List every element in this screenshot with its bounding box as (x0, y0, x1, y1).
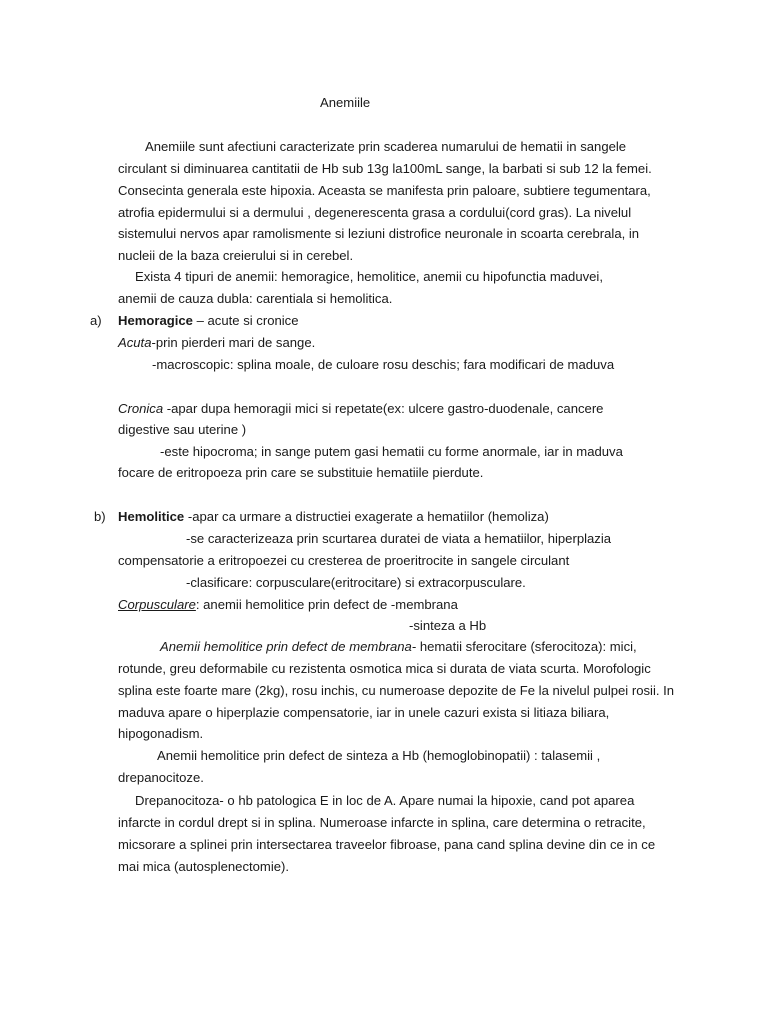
document-title: Anemiile (320, 95, 371, 110)
term-hemolitice: Hemolitice (118, 509, 185, 524)
acuta-text: -prin pierderi mari de sange. (151, 335, 316, 350)
membrana-line (160, 639, 637, 655)
heading-rest: – acute si cronice (192, 313, 299, 328)
paragraph-line: compensatorie a eritropoezei cu cresterea de proeritrocite in sangele circulant (118, 553, 570, 568)
paragraph-line: rotunde, greu deformabile cu rezistenta osmotica mica si durata de viata scurta. Morofologic (118, 661, 651, 676)
term-membrana: Anemii hemolitice prin defect de membrana- (160, 639, 417, 654)
paragraph-line: -este hipocroma; in sange putem gasi hematii cu forme anormale, iar in maduva (160, 444, 623, 459)
paragraph-line: mai mica (autosplenectomie). (118, 859, 290, 874)
paragraph-line: maduva apare o hiperplazie compensatorie, iar in unele cazuri exista si litiaza biliara, (118, 705, 610, 720)
term-acuta: Acuta (118, 335, 152, 350)
heading-rest: -apar ca urmare a distructiei exagerate a hematiilor (hemoliza) (184, 509, 549, 524)
corpusculare-line (118, 597, 458, 613)
paragraph-line: atrofia epidermului si a dermului , degenerescenta grasa a cordului(cord gras). La nivelul (118, 205, 632, 220)
paragraph-line: Consecinta generala este hipoxia. Aceasta se manifesta prin paloare, subtiere tegumentara, (118, 183, 651, 198)
paragraph-line: sistemului nervos apar ramolismente si leziuni distrofice neuronale in scoarta cerebrala, in (118, 226, 640, 241)
paragraph-line: splina este foarte mare (2kg), rosu inchis, cu numeroase depozite de Fe la nivelul pulpei rosii. In (118, 683, 675, 698)
membrana-text: hematii sferocitare (sferocitoza): mici, (416, 639, 637, 654)
paragraph-line: Anemii hemolitice prin defect de sinteza a Hb (hemoglobinopatii) : talasemii , (157, 748, 601, 763)
paragraph-line: focare de eritropoeza prin care se substituie hematiile pierdute. (118, 465, 484, 480)
paragraph-line: -se caracterizeaza prin scurtarea duratei de viata a hematiilor, hiperplazia (186, 531, 612, 546)
cronica-line (118, 401, 603, 417)
paragraph-line: Drepanocitoza- o hb patologica E in loc de A. Apare numai la hipoxie, cand pot aparea (135, 793, 635, 808)
cronica-text: -apar dupa hemoragii mici si repetate(ex: ulcere gastro-duodenale, cancere (163, 401, 604, 416)
paragraph-line: Exista 4 tipuri de anemii: hemoragice, hemolitice, anemii cu hipofunctia maduvei, (135, 269, 603, 284)
section-heading-hemoragice (118, 313, 299, 329)
paragraph-line: -sinteza a Hb (409, 618, 487, 633)
acuta-line (118, 335, 315, 351)
paragraph-line: circulant si diminuarea cantitatii de Hb sub 13g la100mL sange, la barbati si sub 12 la femei. (118, 161, 652, 176)
list-marker-b: b) (94, 509, 106, 524)
paragraph-line: -macroscopic: splina moale, de culoare rosu deschis; fara modificari de maduva (152, 357, 615, 372)
term-cronica: Cronica (118, 401, 164, 416)
paragraph-line: Anemiile sunt afectiuni caracterizate prin scaderea numarului de hematii in sangele (145, 139, 627, 154)
term-hemoragice: Hemoragice (118, 313, 193, 328)
paragraph-line: -clasificare: corpusculare(eritrocitare) si extracorpusculare. (186, 575, 526, 590)
paragraph-line: drepanocitoze. (118, 770, 204, 785)
list-marker-a: a) (90, 313, 102, 328)
section-heading-hemolitice (118, 509, 549, 525)
paragraph-line: micsorare a splinei prin intersectarea traveelor fibroase, pana cand splina devine din ce in ce (118, 837, 656, 852)
paragraph-line: infarcte in cordul drept si in splina. Numeroase infarcte in splina, care determina o retracite, (118, 815, 646, 830)
term-corpusculare: Corpusculare (118, 597, 196, 612)
paragraph-line: digestive sau uterine ) (118, 422, 247, 437)
paragraph-line: anemii de cauza dubla: carentiala si hemolitica. (118, 291, 393, 306)
paragraph-line: nucleii de la baza creierului si in cerebel. (118, 248, 354, 263)
paragraph-line: hipogonadism. (118, 726, 204, 741)
corpusculare-text: : anemii hemolitice prin defect de -membrana (195, 597, 458, 612)
